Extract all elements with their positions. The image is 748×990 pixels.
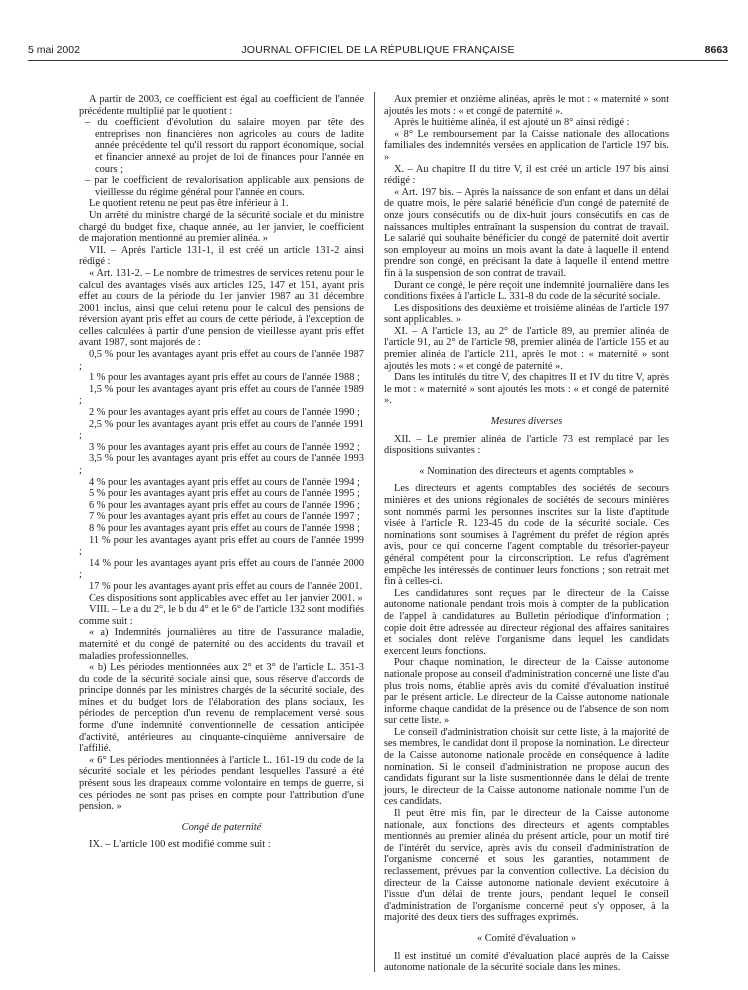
paragraph: X. – Au chapitre II du titre V, il est créé un article 197 bis ainsi rédigé : — [384, 163, 669, 187]
paragraph: Les dispositions des deuxième et troisième alinéas de l'article 197 sont applicables. » — [384, 302, 669, 326]
paragraph: « Art. 131-2. – Le nombre de trimestres de services retenu pour le calcul des avantages visés aux articles 125, 147 et 151, ayant pris effet au cours de la période du 1er janvier 1987 au 31 décembre 2001 inclus, ainsi que celui retenu pour le calcul des pensions de réversion ayant pris effet au cours de cette période, à l'exception de celles calculées à partir d'une pension de vieillesse ayant pris effet avant 1987, sont majorés de : — [79, 267, 364, 349]
paragraph: 6 % pour les avantages ayant pris effet au cours de l'année 1996 ; — [89, 499, 360, 511]
paragraph: Après le huitième alinéa, il est ajouté un 8° ainsi rédigé : — [394, 117, 630, 129]
paragraph: 4 % pour les avantages ayant pris effet au cours de l'année 1994 ; — [89, 476, 360, 488]
paragraph: 5 % pour les avantages ayant pris effet au cours de l'année 1995 ; — [89, 488, 360, 500]
subsection-heading: « Comité d'évaluation » — [476, 932, 577, 944]
section-heading: Mesures diverses — [490, 416, 563, 428]
right-column — [384, 94, 669, 974]
paragraph: Ces dispositions sont applicables avec effet au 1er janvier 2001. » — [89, 592, 363, 604]
paragraph: Dans les intitulés du titre V, des chapitres II et IV du titre V, après le mot : « maternité » sont ajoutés les mots : « et congé de paternité ». — [384, 372, 669, 407]
paragraph: Les candidatures sont reçues par le directeur de la Caisse autonome nationale pendant trois mois à compter de la publication de l'appel à candidatures au Bulletin périodique d'information ; copie doit être adressée au directeur régional des affaires sanitaires et sociales dont relève l'organisme dans lequel les candidats exercent leurs fonctions. — [384, 587, 669, 657]
paragraph: VII. – Après l'article 131-1, il est créé un article 131-2 ainsi rédigé : — [79, 244, 364, 268]
paragraph: Pour chaque nomination, le directeur de la Caisse autonome nationale propose au conseil d'administration concerné une liste d'au plus trois noms, établie après avis du comité d'évaluation institué par le présent article. Le directeur de la Caisse autonome nationale informe chaque candidat de la présence ou de l'absence de son nom sur cette liste. » — [384, 657, 669, 727]
page-number: 8663 — [704, 44, 728, 56]
paragraph: Il peut être mis fin, par le directeur de la Caisse autonome nationale, aux fonctions des directeurs et agents comptables mentionnés au premier alinéa du présent article, pour un motif tiré de l'intérêt du service, après avis du conseil d'administration de l'organisme concerné et sous les garanties, notamment de reclassement, prévues par la convention collective. La décision du directeur de la Caisse autonome nationale devient exécutoire à l'issue d'un délai de trente jours, pendant lequel le conseil d'administration de l'organisme concerné peut s'y opposer, à la majorité des deux tiers des suffrages exprimés. — [384, 808, 669, 924]
paragraph: XI. – A l'article 13, au 2° de l'article 89, au premier alinéa de l'article 91, au 2° de l'article 98, premier alinéa de l'article 155 et au premier alinéa de l'article 211, après le mot : « maternité » sont ajoutés les mots : « et congé de paternité ». — [384, 325, 669, 372]
list-item: – par le coefficient de revalorisation applicable aux pensions de vieillesse du régime général pour l'année en cours. — [85, 175, 364, 198]
paragraph: Le quotient retenu ne peut pas être inférieur à 1. — [89, 198, 289, 210]
paragraph: 3 % pour les avantages ayant pris effet au cours de l'année 1992 ; — [89, 441, 360, 453]
paragraph: 0,5 % pour les avantages ayant pris effet au cours de l'année 1987 ; — [79, 349, 364, 372]
paragraph: 14 % pour les avantages ayant pris effet au cours de l'année 2000 ; — [79, 557, 364, 581]
paragraph: 1,5 % pour les avantages ayant pris effet au cours de l'année 1989 ; — [79, 383, 364, 407]
paragraph: 2 % pour les avantages ayant pris effet au cours de l'année 1990 ; — [89, 407, 360, 419]
paragraph: 3,5 % pour les avantages ayant pris effet au cours de l'année 1993 ; — [79, 453, 364, 476]
paragraph: 11 % pour les avantages ayant pris effet au cours de l'année 1999 ; — [79, 534, 364, 558]
paragraph: Il est institué un comité d'évaluation placé auprès de la Caisse autonome nationale de la sécurité sociale dans les mines. — [384, 950, 669, 974]
paragraph: XII. – Le premier alinéa de l'article 73 est remplacé par les dispositions suivantes : — [384, 433, 669, 457]
paragraph: 2,5 % pour les avantages ayant pris effet au cours de l'année 1991 ; — [79, 418, 364, 442]
header-date: 5 mai 2002 — [28, 44, 80, 56]
paragraph: 1 % pour les avantages ayant pris effet au cours de l'année 1988 ; — [89, 372, 360, 384]
paragraph: « 8° Le remboursement par la Caisse nationale des allocations familiales des indemnités versées en application de l'article 197 bis. » — [384, 128, 669, 163]
paragraph: Un arrêté du ministre chargé de la sécurité sociale et du ministre chargé du budget fixe, chaque année, au 1er janvier, le coefficient de majoration mentionné au premier alinéa. » — [79, 209, 364, 245]
journal-title: JOURNAL OFFICIEL DE LA RÉPUBLIQUE FRANÇAISE — [241, 44, 515, 56]
paragraph: « b) Les périodes mentionnées aux 2° et 3° de l'article L. 351-3 du code de la sécurité sociale ainsi que, sous réserve d'accords de principe donnés par les ministres chargés de la sécurité sociale, des mines et du budget lors de l'élaboration des plans sociaux, les périodes de perception d'un revenu de remplacement versé sous forme d'une indemnité conventionnelle de cessation anticipée d'activité, antérieures au cinquante-cinquième anniversaire de l'affilié. — [79, 662, 364, 755]
paragraph: Aux premier et onzième alinéas, après le mot : « maternité » sont ajoutés les mots : « et congé de paternité ». — [384, 94, 669, 117]
section-heading: Congé de paternité — [181, 821, 262, 833]
column-divider — [374, 92, 375, 972]
paragraph: Durant ce congé, le père reçoit une indemnité journalière dans les conditions fixées à l'article L. 331-8 du code de la sécurité sociale. — [384, 279, 669, 303]
page-header — [28, 44, 728, 60]
subsection-heading: « Nomination des directeurs et agents comptables » — [419, 465, 634, 477]
header-rule — [28, 60, 728, 61]
list-item: – du coefficient d'évolution du salaire moyen par tête des entreprises non financières non agricoles au cours de ladite année précédente tel qu'il ressort du rapport économique, social et financier annexé au projet de loi de finances pour l'année en cours ; — [85, 117, 364, 175]
paragraph: Le conseil d'administration choisit sur cette liste, à la majorité de ses membres, le candidat dont il propose la nomination. Le directeur de la Caisse autonome nationale procède en conséquence à ladite nomination. Si le conseil d'administration ne propose aucun des candidats figurant sur la liste susmentionnée dans le délai de trente jours, le directeur de la Caisse autonome nationale nomme l'un de ces candidats. — [384, 726, 669, 808]
paragraph: 8 % pour les avantages ayant pris effet au cours de l'année 1998 ; — [89, 522, 360, 534]
paragraph: « Art. 197 bis. – Après la naissance de son enfant et dans un délai de quatre mois, le père salarié bénéficie d'un congé de paternité de onze jours consécutifs ou de dix-huit jours consécutifs en cas de naissances multiples entraînant la suspension du contrat de travail. Le salarié qui souhaite bénéficier du congé de paternité doit avertir son employeur au moins un mois avant la date à laquelle il entend prendre son congé, en précisant la date à laquelle il entend mettre fin à la suspension de son contrat de travail. — [384, 186, 669, 279]
paragraph: 17 % pour les avantages ayant pris effet au cours de l'année 2001. — [89, 580, 363, 592]
paragraph: « a) Indemnités journalières au titre de l'assurance maladie, maternité et du congé de paternité ou des accidents du travail et maladies professionnelles. — [79, 627, 364, 662]
paragraph: Les directeurs et agents comptables des sociétés de secours minières et des unions régionales de sociétés de secours minières sont nommés parmi les personnes inscrites sur la liste d'aptitude visée à l'article R. 123-45 du code de la sécurité sociale. Ces nominations sont soumises à l'agrément du préfet de région après avis, pour ce qui concerne l'agent comptable du trésorier-payeur général compétent pour la circonscription. Le refus d'agrément empêche les intéressés de continuer leurs fonctions ; son retrait met fin à celles-ci. — [384, 483, 669, 588]
paragraph: VIII. – Le a du 2°, le b du 4° et le 6° de l'article 132 sont modifiés comme suit : — [79, 604, 364, 627]
paragraph: « 6° Les périodes mentionnées à l'article L. 161-19 du code de la sécurité sociale et les périodes pendant lesquelles l'assuré a été présent sous les drapeaux comme volontaire en temps de guerre, si ces périodes ne sont pas prises en compte pour l'attribution d'une pension. » — [79, 754, 364, 813]
paragraph: 7 % pour les avantages ayant pris effet au cours de l'année 1997 ; — [89, 511, 360, 523]
left-column — [79, 94, 364, 851]
paragraph: A partir de 2003, ce coefficient est égal au coefficient de l'année précédente multiplié par le quotient : — [79, 94, 364, 117]
paragraph: IX. – L'article 100 est modifié comme suit : — [89, 839, 271, 851]
